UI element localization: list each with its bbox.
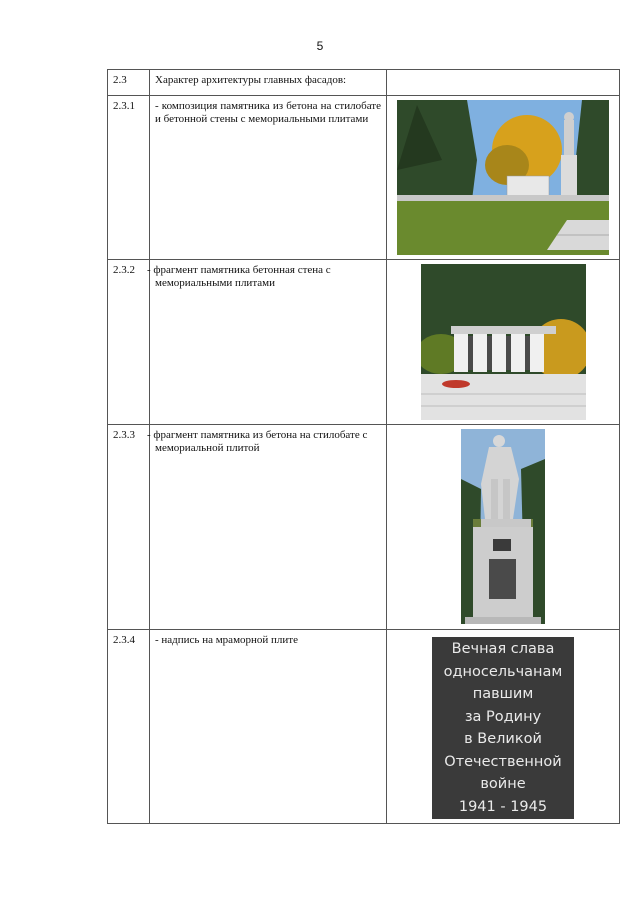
table-header-row bbox=[108, 70, 620, 96]
marble-plaque-photo bbox=[432, 637, 574, 819]
inscription-line: в Великой bbox=[464, 731, 542, 747]
inscription-line: за Родину bbox=[464, 708, 542, 725]
page-number: 5 bbox=[316, 39, 324, 53]
section-number: 2.3 bbox=[108, 70, 150, 96]
row-image-cell bbox=[387, 425, 620, 630]
inscription-line: павшим bbox=[472, 686, 534, 702]
section-title: Характер архитектуры главных фасадов: bbox=[150, 70, 387, 96]
table-row bbox=[108, 260, 620, 425]
row-number: 2.3.1 bbox=[108, 96, 150, 260]
row-description: - надпись на мраморной плите bbox=[150, 630, 387, 824]
row-number: 2.3.3 bbox=[108, 425, 150, 630]
row-number: 2.3.4 bbox=[108, 630, 150, 824]
table-row bbox=[108, 96, 620, 260]
header-empty-cell bbox=[387, 70, 620, 96]
row-image-cell bbox=[387, 260, 620, 425]
row-image-cell bbox=[387, 96, 620, 260]
inscription-line: 1941 - 1945 bbox=[458, 798, 548, 815]
row-description: - фрагмент памятника бетонная стена с мемориальными плитами bbox=[150, 260, 387, 425]
inscription-line: Отечественной bbox=[444, 753, 562, 770]
row-image-cell bbox=[387, 630, 620, 824]
inscription-line: Вечная слава bbox=[451, 641, 555, 657]
inscription-line: односельчанам bbox=[443, 663, 563, 680]
facade-architecture-table bbox=[107, 69, 620, 824]
inscription-line: войне bbox=[480, 776, 526, 792]
row-number: 2.3.2 bbox=[108, 260, 150, 425]
soldier-statue-photo bbox=[461, 429, 545, 624]
memorial-wall-photo bbox=[421, 264, 586, 420]
table-row bbox=[108, 425, 620, 630]
row-description: - фрагмент памятника из бетона на стилобате с мемориальной плитой bbox=[150, 425, 387, 630]
memorial-overview-photo bbox=[397, 100, 609, 255]
row-description: - композиция памятника из бетона на стилобате и бетонной стены с мемориальными плитами bbox=[150, 96, 387, 260]
table-row bbox=[108, 630, 620, 824]
